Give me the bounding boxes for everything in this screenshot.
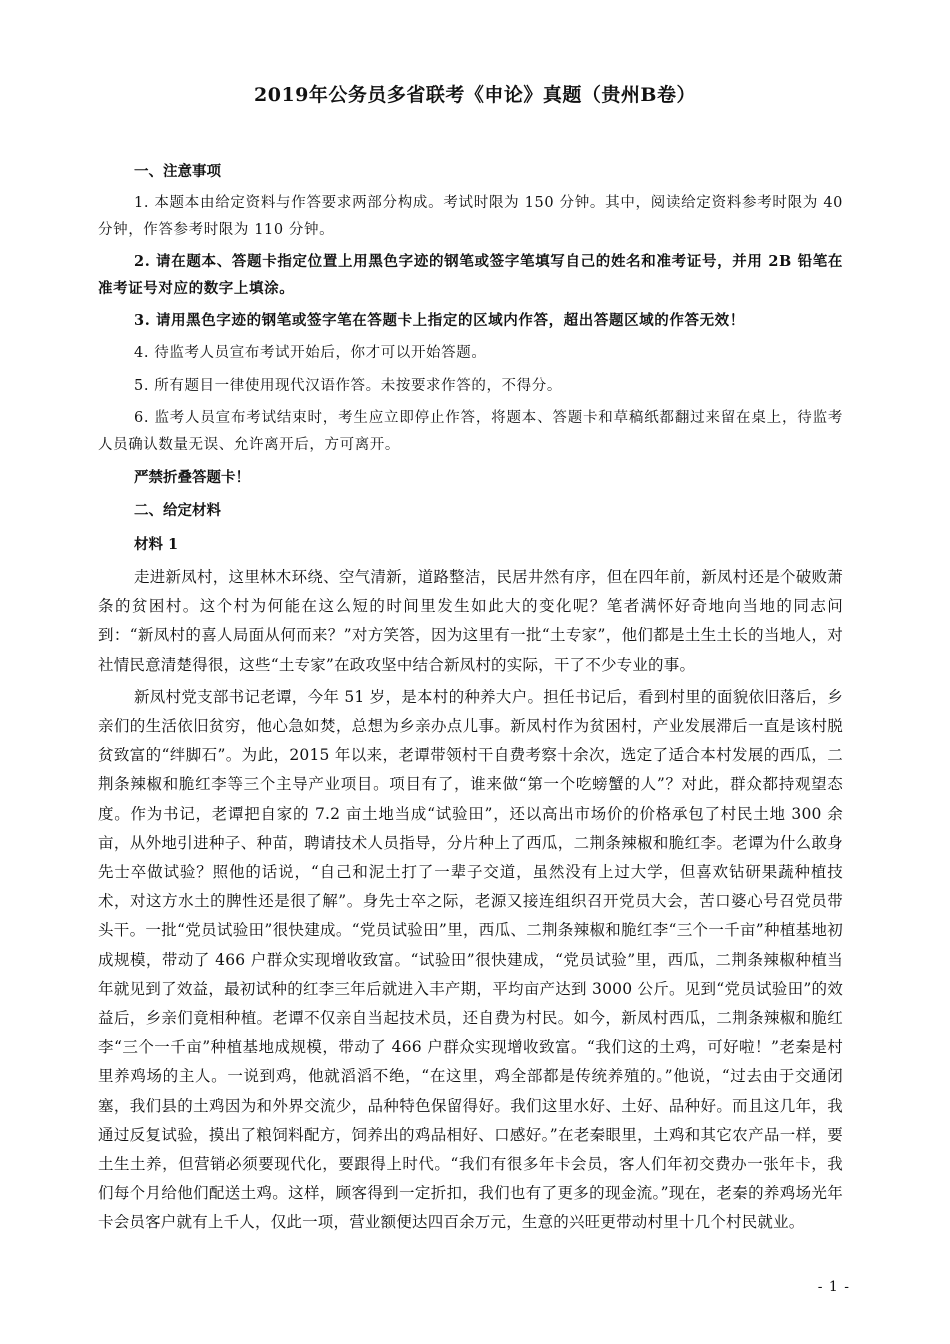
materials-heading: 二、给定材料 — [134, 502, 221, 520]
note-item-3: 3. 请用黑色字迹的钢笔或签字笔在答题卡上指定的区域内作答，超出答题区域的作答无效！ — [134, 312, 745, 330]
note-item-4: 4. 待监考人员宣布考试开始后，你才可以开始答题。 — [134, 345, 487, 362]
material-paragraph-2: 新凤村党支部书记老谭，今年 51 岁，是本村的种养大户。担任书记后，看到村里的面貌依旧落后，乡亲们的生活依旧贫穷，他心急如焚，总想为乡亲办点儿事。新凤村作为贫困村，产业发展滞后一直是该村脱贫致富的“绊脚石”。为此，2015 年以来，老谭带领村干自费考察十余次，选定了适合本村发展的西瓜，二荆条辣椒和脆红李等三个主导产业项目。项目有了，谁来做“第一个吃螃蟹的人”？对此，群众都持观望态度。作为书记，老谭把自家的 7.2 亩土地当成“试验田”，还以高出市场价的价格承包了村民土地 300 余亩，从外地引进种子、种苗，聘请技术人员指导，分片种上了西瓜，二荆条辣椒和脆红李。老谭为什么敢身先士卒做试验？照他的话说，“自己和泥土打了一辈子交道，虽然没有上过大学，但喜欢钻研果蔬种植技术，对这方水土的脾性还是很了解”。身先士卒之际，老源又接连组织召开党员大会，苦口婆心号召党员带头干。一批“党员试验田”很快建成。“党员试验田”里，西瓜、二荆条辣椒和脆红李“三个一千亩”种植基地初成规模，带动了 466 户群众实现增收致富。“试验田”很快建成，“党员试验”里，西瓜，二荆条辣椒种植当年就见到了效益，最初试种的红李三年后就进入丰产期，平均亩产达到 3000 公斤。见到“党员试验田”的效益后，乡亲们竟相种植。老谭不仅亲自当起技术员，还自费为村民。如今，新凤村西瓜，二荆条辣椒和脆红李“三个一千亩”种植基地成规模，带动了 466 户群众实现增收致富。“我们这的土鸡，可好啦！”老秦是村里养鸡场的主人。一说到鸡，他就滔滔不绝，“在这里，鸡全部都是传统养殖的。”他说，“过去由于交通闭塞，我们县的土鸡因为和外界交流少，品种特色保留得好。我们这里水好、土好、品种好。而且这几年，我通过反复试验，摸出了粮饲料配方，饲养出的鸡品相好、口感好。”在老秦眼里，土鸡和其它农产品一样，要土生土养，但营销必须要现代化，要跟得上时代。“我们有很多年卡会员，客人们年初交费办一张年卡，我们每个月给他们配送土鸡。这样，顾客得到一定折扣，我们也有了更多的现金流。”现在，老秦的养鸡场光年卡会员客户就有上千人，仅此一项，营业额便达四百余万元，生意的兴旺更带动村里十几个村民就业。 — [98, 687, 843, 1232]
notes-section — [98, 159, 843, 558]
note-item-2: 2. 请在题本、答题卡指定位置上用黑色字迹的钢笔或签字笔填写自己的姓名和准考证号，并用 2B 铅笔在准考证号对应的数字上填涂。 — [98, 253, 843, 297]
page-number: - 1 - — [817, 1279, 850, 1295]
note-item-1: 1. 本题本由给定资料与作答要求两部分构成。考试时限为 150 分钟。其中，阅读给定资料参考时限为 40 分钟，作答参考时限为 110 分钟。 — [98, 195, 843, 238]
notes-heading: 一、注意事项 — [134, 163, 221, 180]
note-item-5: 5. 所有题目一律使用现代汉语作答。未按要求作答的，不得分。 — [134, 377, 562, 394]
warning-text: 严禁折叠答题卡！ — [134, 469, 250, 487]
document-title: 2019年公务员多省联考《申论》真题（贵州B卷） — [254, 84, 696, 106]
material-1-body — [98, 563, 843, 1238]
note-item-6: 6. 监考人员宣布考试结束时，考生应立即停止作答，将题本、答题卡和草稿纸都翻过来留在桌上，待监考人员确认数量无误、允许离开后，方可离开。 — [98, 410, 843, 453]
material-paragraph-1: 走进新凤村，这里林木环绕、空气清新，道路整洁，民居井然有序，但在四年前，新凤村还是个破败萧条的贫困村。这个村为何能在这么短的时间里发生如此大的变化呢？笔者满怀好奇地向当地的同志问到：“新凤村的喜人局面从何而来？”对方笑答，因为这里有一批“土专家”，他们都是土生土长的当地人，对社情民意清楚得很，这些“土专家”在政攻坚中结合新凤村的实际，干了不少专业的事。 — [98, 568, 843, 674]
material-1-title: 材料 1 — [134, 535, 179, 553]
